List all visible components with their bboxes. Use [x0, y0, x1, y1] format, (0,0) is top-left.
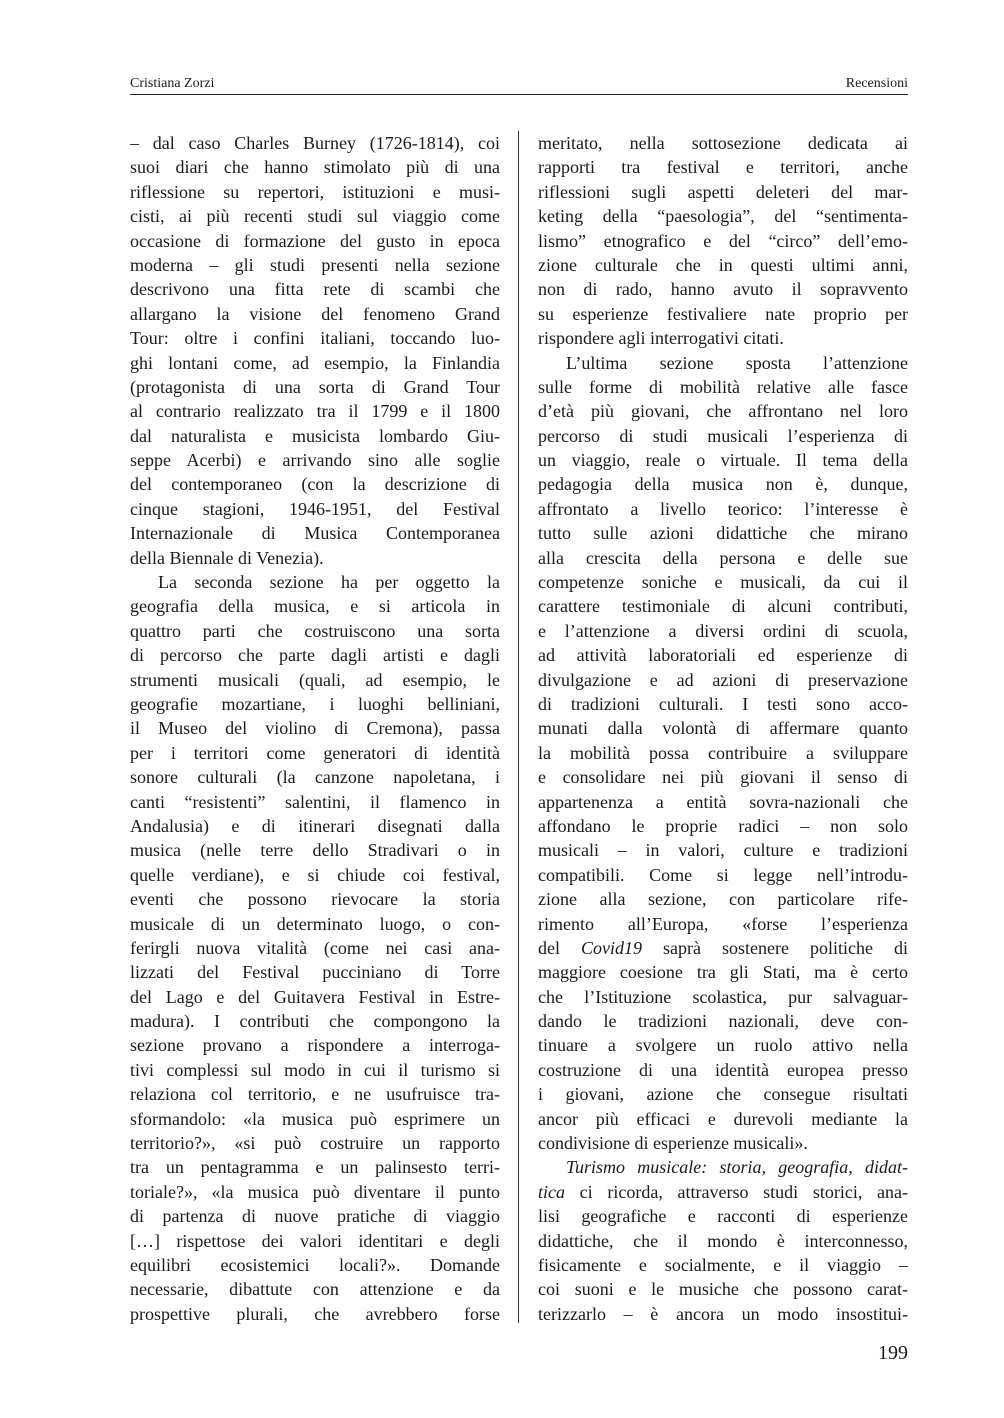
- text-line: appartenenza a entità sovra-nazionali che: [538, 791, 908, 812]
- text-line: rispondere agli interrogativi citati.: [538, 328, 784, 349]
- text-line: prospettive plurali, che avrebbero forse: [130, 1303, 500, 1324]
- text-line: al contrario realizzato tra il 1799 e il 1800: [130, 401, 500, 422]
- text-line: dal naturalista e musicista lombardo Giu-: [130, 425, 500, 446]
- text-line: riflessioni sugli aspetti deleteri del mar-: [538, 181, 908, 202]
- text-line: per i territori come generatori di identità: [130, 742, 500, 763]
- running-head-section: Recensioni: [845, 76, 908, 91]
- text-line: un viaggio, reale o virtuale. Il tema della: [538, 450, 908, 471]
- page-number: 199: [878, 1342, 908, 1364]
- text-line: percorso di studi musicali l’esperienza di: [538, 425, 908, 446]
- text-line: affondano le proprie radici – non solo: [538, 815, 908, 836]
- text-line: della Biennale di Venezia).: [130, 547, 324, 568]
- text-line: competenze soniche e musicali, da cui il: [538, 572, 908, 593]
- text-line: geografia della musica, e si articola in: [130, 596, 500, 617]
- text-line: zione culturale che in questi ultimi anni,: [538, 254, 908, 275]
- text-line: fisicamente e socialmente, e il viaggio –: [538, 1254, 908, 1275]
- text-line: L’ultima sezione sposta l’attenzione: [566, 352, 908, 373]
- text-line: musicale di un determinato luogo, o con-: [130, 913, 500, 934]
- text-line: rapporti tra festival e territori, anche: [538, 157, 908, 178]
- text-line: descrivono una fitta rete di scambi che: [130, 279, 500, 300]
- text-line: meritato, nella sottosezione dedicata ai: [538, 133, 908, 153]
- text-line: quattro parti che costruiscono una sorta: [130, 620, 500, 641]
- text-line: affrontato a livello teorico: l’interesse è: [538, 498, 908, 519]
- text-line: eventi che possono rievocare la storia: [130, 889, 500, 910]
- text-column-left: [130, 131, 500, 1326]
- text-line: quelle verdiane), e si chiude coi festival,: [130, 864, 500, 885]
- text-line: necessarie, dibattute con attenzione e da: [130, 1279, 500, 1300]
- italic-fragment: Turismo musicale: storia, geografia, didat-: [566, 1157, 908, 1178]
- text-line: compatibili. Come si legge nell’introdu-: [538, 864, 908, 885]
- text-line: [538, 936, 908, 960]
- text-line: keting della “paesologia”, del “sentimenta-: [538, 206, 908, 227]
- text-line: geografie mozartiane, i luoghi belliniani,: [130, 693, 500, 714]
- text-line: La seconda sezione ha per oggetto la: [158, 572, 500, 593]
- text-line: che l’Istituzione scolastica, pur salvaguar-: [538, 986, 908, 1007]
- text-line: equilibri ecosistemici locali?». Domande: [130, 1254, 500, 1275]
- text-line: carattere testimoniale di alcuni contributi,: [538, 596, 908, 617]
- text-line: […] rispettose dei valori identitari e degli: [130, 1230, 500, 1251]
- text-line: sulle forme di mobilità relative alle fasce: [538, 376, 908, 397]
- text-line: seppe Acerbi) e arrivando sino alle soglie: [130, 450, 500, 471]
- text-line: didattiche, che il mondo è interconnesso,: [538, 1230, 908, 1251]
- text-fragment: del: [538, 937, 582, 958]
- text-line: toriale?», «la musica può diventare il punto: [130, 1181, 500, 1202]
- text-line: la mobilità possa contribuire a sviluppare: [538, 742, 908, 763]
- text-line: di tradizioni culturali. I testi sono acco-: [538, 693, 908, 714]
- text-line: dando le tradizioni nazionali, deve con-: [538, 1011, 908, 1032]
- text-line: (protagonista di una sorta di Grand Tour: [130, 376, 500, 397]
- text-line: tivi complessi sul modo in cui il turismo si: [130, 1059, 500, 1080]
- text-line: ancor più efficaci e durevoli mediante la: [538, 1108, 908, 1129]
- text-line: rimento all’Europa, «forse l’esperienza: [538, 913, 908, 934]
- text-line: cisti, ai più recenti studi sul viaggio come: [130, 206, 500, 227]
- column-divider: [518, 131, 519, 1323]
- text-line: alla crescita della persona e delle sue: [538, 547, 908, 568]
- text-line: il Museo del violino di Cremona), passa: [130, 718, 500, 739]
- text-line: [538, 1155, 908, 1179]
- text-line: divulgazione e ad azioni di preservazione: [538, 669, 908, 690]
- text-line: tinuare a svolgere un ruolo attivo nella: [538, 1035, 908, 1056]
- text-line: i giovani, azione che consegue risultati: [538, 1084, 908, 1105]
- text-line: Tour: oltre i confini italiani, toccando luo-: [130, 328, 500, 349]
- text-line: zione alla sezione, con particolare rife-: [538, 889, 908, 910]
- text-line: del Lago e del Guitavera Festival in Estre-: [130, 986, 500, 1007]
- italic-fragment: tica: [538, 1181, 565, 1202]
- text-line: di partenza di nuove pratiche di viaggio: [130, 1206, 500, 1227]
- text-line: Internazionale di Musica Contemporanea: [130, 523, 500, 544]
- italic-fragment: Covid19: [581, 937, 643, 958]
- text-line: tutto sulle azioni didattiche che mirano: [538, 523, 908, 544]
- text-line: ad attività laboratoriali ed esperienze di: [538, 645, 908, 666]
- text-line: riflessione su repertori, istituzioni e musi-: [130, 181, 500, 202]
- text-line: del contemporaneo (con la descrizione di: [130, 474, 500, 495]
- text-line: canti “resistenti” salentini, il flamenco in: [130, 791, 500, 812]
- text-fragment: ci ricorda, attraverso studi storici, ana-: [565, 1181, 908, 1202]
- text-line: condivisione di esperienze musicali».: [538, 1133, 808, 1154]
- text-line: di percorso che parte dagli artisti e dagli: [130, 645, 500, 666]
- text-line: – dal caso Charles Burney (1726-1814), coi: [130, 133, 500, 153]
- text-column-right: [538, 131, 908, 1326]
- text-line: sformandolo: «la musica può esprimere un: [130, 1108, 500, 1129]
- text-line: ghi lontani come, ad esempio, la Finlandia: [130, 352, 500, 373]
- running-head: [130, 76, 908, 95]
- text-line: e l’attenzione a diversi ordini di scuola,: [538, 620, 908, 641]
- text-line: e consolidare nei più giovani il senso di: [538, 767, 908, 788]
- text-line: tra un pentagramma e un palinsesto terri-: [130, 1157, 500, 1178]
- text-line: Andalusia) e di itinerari disegnati dalla: [130, 815, 500, 836]
- text-line: territorio?», «si può costruire un rapporto: [130, 1133, 500, 1154]
- text-line: moderna – gli studi presenti nella sezione: [130, 254, 500, 275]
- text-line: sezione provano a rispondere a interroga-: [130, 1035, 500, 1056]
- text-line: musica (nelle terre dello Stradivari o in: [130, 840, 500, 861]
- text-line: allargano la visione del fenomeno Grand: [130, 303, 500, 324]
- text-line: [538, 1180, 908, 1204]
- text-line: relaziona col territorio, e ne usufruisce tra-: [130, 1084, 500, 1105]
- text-line: costruzione di una identità europea presso: [538, 1059, 908, 1080]
- text-line: lizzati del Festival pucciniano di Torre: [130, 962, 500, 983]
- text-line: lismo” etnografico e del “circo” dell’emo-: [538, 230, 908, 251]
- text-fragment: saprà sostenere politiche di: [642, 937, 908, 958]
- text-line: cinque stagioni, 1946-1951, del Festival: [130, 498, 500, 519]
- text-line: ferirgli nuova vitalità (come nei casi ana-: [130, 937, 500, 958]
- text-line: munati dalla volontà di affermare quanto: [538, 718, 908, 739]
- text-line: terizzarlo – è ancora un modo insostitui-: [538, 1303, 908, 1324]
- text-line: maggiore coesione tra gli Stati, ma è certo: [538, 962, 908, 983]
- text-line: non di rado, hanno avuto il sopravvento: [538, 279, 908, 300]
- text-line: musicali – in valori, culture e tradizioni: [538, 840, 908, 861]
- text-line: strumenti musicali (quali, ad esempio, le: [130, 669, 500, 690]
- text-line: madura). I contributi che compongono la: [130, 1011, 500, 1032]
- text-line: d’età più giovani, che affrontano nel loro: [538, 401, 908, 422]
- text-line: suoi diari che hanno stimolato più di una: [130, 157, 500, 178]
- text-line: coi suoni e le musiche che possono carat-: [538, 1279, 908, 1300]
- text-line: occasione di formazione del gusto in epoca: [130, 230, 500, 251]
- text-line: lisi geografiche e racconti di esperienze: [538, 1206, 908, 1227]
- text-line: pedagogia della musica non è, dunque,: [538, 474, 908, 495]
- text-line: sonore culturali (la canzone napoletana, i: [130, 767, 500, 788]
- text-line: su esperienze festivaliere nate proprio per: [538, 303, 908, 324]
- running-head-author: Cristiana Zorzi: [130, 76, 215, 91]
